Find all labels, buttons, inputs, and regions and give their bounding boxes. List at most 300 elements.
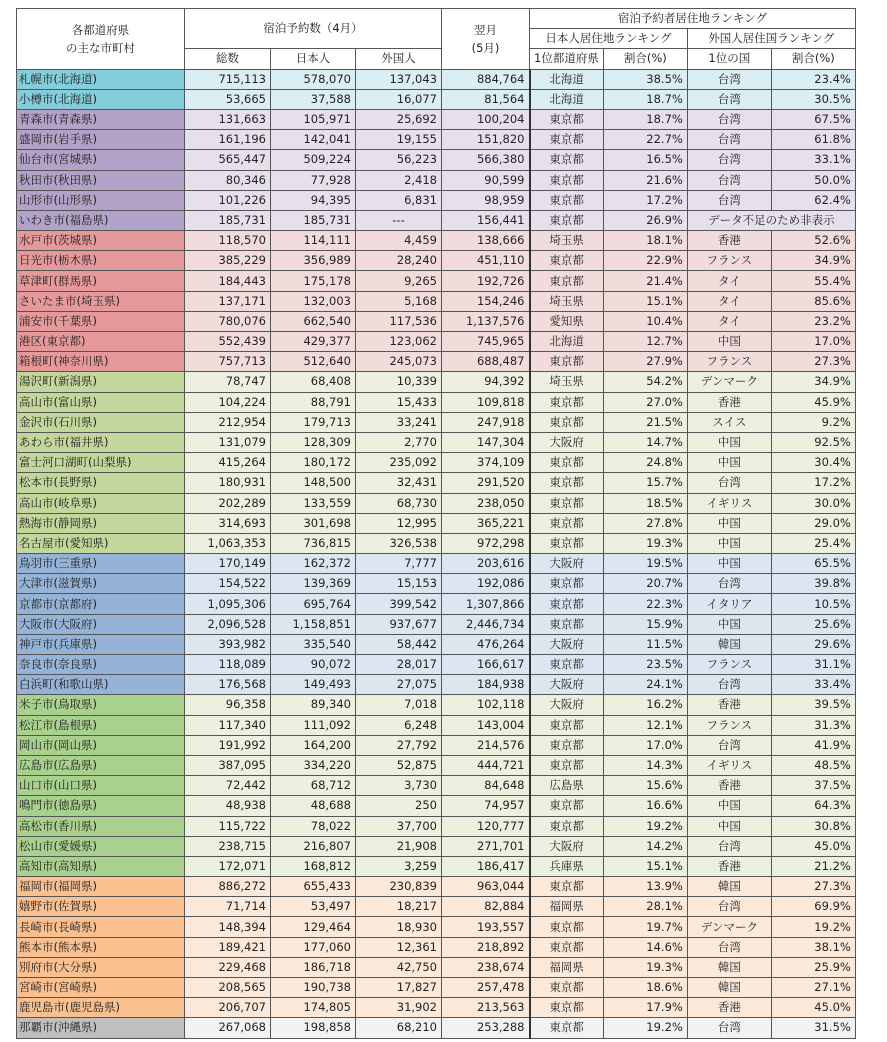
cell-country: イギリス (687, 493, 771, 513)
cell-fr-pct: 33.4% (771, 675, 855, 695)
cell-country: イタリア (687, 594, 771, 614)
cell-total: 886,272 (185, 877, 271, 897)
table-row (17, 533, 856, 553)
cell-city: 港区(東京都) (17, 332, 185, 352)
cell-jp: 142,041 (271, 130, 356, 150)
cell-next: 100,204 (442, 109, 530, 129)
cell-city: 京都市(京都府) (17, 594, 185, 614)
cell-next: 884,764 (442, 69, 530, 89)
cell-jp-pct: 18.5% (603, 493, 687, 513)
cell-fr-pct: 25.9% (771, 957, 855, 977)
cell-next: 186,417 (442, 856, 530, 876)
table-header (17, 9, 856, 70)
cell-jp-pct: 18.7% (603, 89, 687, 109)
cell-country: 中国 (687, 816, 771, 836)
cell-next: 94,392 (442, 372, 530, 392)
table-body (17, 69, 856, 1038)
header-japanese-ranking: 日本人居住地ランキング (530, 29, 688, 49)
cell-jp: 186,718 (271, 957, 356, 977)
header-foreign-ranking: 外国人居住国ランキング (687, 29, 855, 49)
cell-jp-pct: 38.5% (603, 69, 687, 89)
cell-jp-pct: 19.3% (603, 533, 687, 553)
table-row (17, 251, 856, 271)
cell-city: 仙台市(宮城県) (17, 150, 185, 170)
cell-city: 山形市(山形県) (17, 190, 185, 210)
cell-pref: 愛知県 (530, 311, 604, 331)
cell-city: いわき市(福島県) (17, 210, 185, 230)
cell-pref: 東京都 (530, 796, 604, 816)
cell-total: 180,931 (185, 473, 271, 493)
cell-country: フランス (687, 715, 771, 735)
cell-fr-pct: 69.9% (771, 897, 855, 917)
cell-total: 565,447 (185, 150, 271, 170)
table-row (17, 332, 856, 352)
cell-country: 中国 (687, 614, 771, 634)
table-row (17, 978, 856, 998)
cell-jp: 132,003 (271, 291, 356, 311)
cell-total: 189,421 (185, 937, 271, 957)
cell-fr: 68,730 (356, 493, 442, 513)
cell-fr-pct: 27.3% (771, 352, 855, 372)
cell-fr: 27,075 (356, 675, 442, 695)
cell-fr: 10,339 (356, 372, 442, 392)
cell-country: 台湾 (687, 473, 771, 493)
cell-fr-pct: 39.5% (771, 695, 855, 715)
cell-fr-pct: 25.4% (771, 533, 855, 553)
cell-total: 115,722 (185, 816, 271, 836)
cell-pref: 広島県 (530, 776, 604, 796)
cell-jp: 133,559 (271, 493, 356, 513)
cell-jp: 148,500 (271, 473, 356, 493)
table-row (17, 453, 856, 473)
table-row (17, 776, 856, 796)
cell-city: 長崎市(長崎県) (17, 917, 185, 937)
cell-pref: 東京都 (530, 109, 604, 129)
cell-jp: 174,805 (271, 998, 356, 1018)
table-row (17, 755, 856, 775)
cell-fr: 12,995 (356, 513, 442, 533)
cell-fr: 9,265 (356, 271, 442, 291)
cell-total: 96,358 (185, 695, 271, 715)
cell-city: 白浜町(和歌山県) (17, 675, 185, 695)
cell-total: 117,340 (185, 715, 271, 735)
cell-total: 118,570 (185, 231, 271, 251)
cell-fr-pct: 23.2% (771, 311, 855, 331)
cell-fr-pct: 30.0% (771, 493, 855, 513)
table-row (17, 836, 856, 856)
cell-pref: 北海道 (530, 69, 604, 89)
cell-fr-pct: 17.0% (771, 332, 855, 352)
cell-country: フランス (687, 251, 771, 271)
table-row (17, 957, 856, 977)
cell-country: 香港 (687, 998, 771, 1018)
cell-total: 229,468 (185, 957, 271, 977)
cell-jp-pct: 17.2% (603, 190, 687, 210)
cell-jp: 190,738 (271, 978, 356, 998)
table-row (17, 109, 856, 129)
cell-jp: 68,408 (271, 372, 356, 392)
cell-jp: 168,812 (271, 856, 356, 876)
cell-city: 米子市(鳥取県) (17, 695, 185, 715)
cell-next: 193,557 (442, 917, 530, 937)
cell-fr-pct: 45.0% (771, 998, 855, 1018)
cell-fr: 27,792 (356, 735, 442, 755)
cell-fr: 137,043 (356, 69, 442, 89)
table-row (17, 210, 856, 230)
cell-city: 松江市(島根県) (17, 715, 185, 735)
cell-fr-pct: 30.5% (771, 89, 855, 109)
cell-city: 高松市(香川県) (17, 816, 185, 836)
cell-country: 韓国 (687, 634, 771, 654)
cell-city: さいたま市(埼玉県) (17, 291, 185, 311)
cell-jp-pct: 10.4% (603, 311, 687, 331)
cell-fr-pct: 9.2% (771, 412, 855, 432)
cell-jp: 578,070 (271, 69, 356, 89)
cell-pref: 東京都 (530, 755, 604, 775)
table-row (17, 392, 856, 412)
cell-next: 1,137,576 (442, 311, 530, 331)
cell-fr: 19,155 (356, 130, 442, 150)
cell-fr: 15,153 (356, 574, 442, 594)
cell-pref: 東京都 (530, 917, 604, 937)
table-row (17, 594, 856, 614)
cell-fr: 18,217 (356, 897, 442, 917)
cell-jp: 94,395 (271, 190, 356, 210)
cell-city: 鳴門市(徳島県) (17, 796, 185, 816)
cell-country: 台湾 (687, 150, 771, 170)
cell-country: 台湾 (687, 735, 771, 755)
table-row (17, 291, 856, 311)
cell-jp-pct: 16.5% (603, 150, 687, 170)
cell-next: 84,648 (442, 776, 530, 796)
header-next-month: 翌月 (5月) (442, 9, 530, 70)
cell-fr: 2,418 (356, 170, 442, 190)
cell-total: 101,226 (185, 190, 271, 210)
table-row (17, 695, 856, 715)
cell-pref: 東京都 (530, 998, 604, 1018)
cell-next: 184,938 (442, 675, 530, 695)
cell-jp-pct: 15.7% (603, 473, 687, 493)
cell-city: 別府市(大分県) (17, 957, 185, 977)
cell-total: 137,171 (185, 291, 271, 311)
cell-jp: 48,688 (271, 796, 356, 816)
cell-jp-pct: 54.2% (603, 372, 687, 392)
cell-jp-pct: 19.2% (603, 816, 687, 836)
cell-city: 金沢市(石川県) (17, 412, 185, 432)
cell-fr-pct: 23.4% (771, 69, 855, 89)
table-row (17, 614, 856, 634)
cell-total: 118,089 (185, 655, 271, 675)
cell-pref: 埼玉県 (530, 372, 604, 392)
cell-jp: 78,022 (271, 816, 356, 836)
cell-pref: 東京都 (530, 170, 604, 190)
cell-city: 小樽市(北海道) (17, 89, 185, 109)
cell-jp-pct: 27.9% (603, 352, 687, 372)
cell-next: 238,674 (442, 957, 530, 977)
cell-pref: 大阪府 (530, 695, 604, 715)
header-city: 各都道府県 の主な市町村 (17, 9, 185, 70)
cell-fr: 4,459 (356, 231, 442, 251)
cell-jp: 149,493 (271, 675, 356, 695)
cell-total: 185,731 (185, 210, 271, 230)
cell-city: 岡山市(岡山県) (17, 735, 185, 755)
cell-fr-pct: 41.9% (771, 735, 855, 755)
cell-fr-pct: 67.5% (771, 109, 855, 129)
cell-city: 松本市(長野県) (17, 473, 185, 493)
table-row (17, 170, 856, 190)
cell-fr-pct: 30.4% (771, 453, 855, 473)
table-row (17, 311, 856, 331)
cell-fr: 937,677 (356, 614, 442, 634)
cell-fr-pct: 31.5% (771, 1018, 855, 1038)
cell-fr: 5,168 (356, 291, 442, 311)
cell-next: 1,307,866 (442, 594, 530, 614)
cell-total: 104,224 (185, 392, 271, 412)
cell-jp-pct: 19.5% (603, 554, 687, 574)
cell-jp: 695,764 (271, 594, 356, 614)
cell-jp: 175,178 (271, 271, 356, 291)
cell-jp-pct: 12.7% (603, 332, 687, 352)
cell-pref: 東京都 (530, 594, 604, 614)
cell-city: 松山市(愛媛県) (17, 836, 185, 856)
cell-city: 広島市(広島県) (17, 755, 185, 775)
cell-jp-pct: 15.6% (603, 776, 687, 796)
cell-city: 那覇市(沖縄県) (17, 1018, 185, 1038)
cell-pref: 大阪府 (530, 836, 604, 856)
cell-next: 972,298 (442, 533, 530, 553)
cell-fr-pct: 34.9% (771, 251, 855, 271)
cell-next: 444,721 (442, 755, 530, 775)
cell-total: 1,095,306 (185, 594, 271, 614)
cell-total: 170,149 (185, 554, 271, 574)
header-bookings-group: 宿泊予約数（4月） (185, 9, 442, 49)
cell-next: 291,520 (442, 473, 530, 493)
cell-city: 山口市(山口県) (17, 776, 185, 796)
cell-jp-pct: 14.7% (603, 432, 687, 452)
cell-next: 147,304 (442, 432, 530, 452)
cell-jp: 177,060 (271, 937, 356, 957)
cell-jp: 356,989 (271, 251, 356, 271)
cell-total: 387,095 (185, 755, 271, 775)
cell-fr: 123,062 (356, 332, 442, 352)
table-row (17, 513, 856, 533)
cell-city: 青森市(青森県) (17, 109, 185, 129)
cell-country: 香港 (687, 776, 771, 796)
cell-fr: 399,542 (356, 594, 442, 614)
table-row (17, 897, 856, 917)
cell-country: 台湾 (687, 170, 771, 190)
cell-pref: 東京都 (530, 493, 604, 513)
cell-city: 嬉野市(佐賀県) (17, 897, 185, 917)
cell-fr: 37,700 (356, 816, 442, 836)
cell-country: 韓国 (687, 957, 771, 977)
cell-total: 415,264 (185, 453, 271, 473)
cell-pref: 東京都 (530, 251, 604, 271)
cell-fr-pct: 65.5% (771, 554, 855, 574)
cell-fr-pct: 37.5% (771, 776, 855, 796)
cell-jp: 301,698 (271, 513, 356, 533)
cell-country: イギリス (687, 755, 771, 775)
header-japanese: 日本人 (271, 49, 356, 69)
cell-jp-pct: 16.6% (603, 796, 687, 816)
cell-jp: 185,731 (271, 210, 356, 230)
cell-country: データ不足のため非表示 (687, 210, 855, 230)
table-row (17, 432, 856, 452)
cell-next: 218,892 (442, 937, 530, 957)
cell-pref: 福岡県 (530, 957, 604, 977)
cell-city: 大津市(滋賀県) (17, 574, 185, 594)
cell-country: フランス (687, 655, 771, 675)
cell-fr: 21,908 (356, 836, 442, 856)
cell-next: 365,221 (442, 513, 530, 533)
cell-total: 757,713 (185, 352, 271, 372)
cell-pref: 東京都 (530, 877, 604, 897)
cell-jp-pct: 21.6% (603, 170, 687, 190)
cell-pref: 東京都 (530, 574, 604, 594)
cell-total: 206,707 (185, 998, 271, 1018)
cell-fr-pct: 10.5% (771, 594, 855, 614)
cell-fr-pct: 55.4% (771, 271, 855, 291)
cell-next: 271,701 (442, 836, 530, 856)
cell-jp: 105,971 (271, 109, 356, 129)
cell-total: 2,096,528 (185, 614, 271, 634)
cell-country: 台湾 (687, 89, 771, 109)
cell-fr: 42,750 (356, 957, 442, 977)
cell-fr-pct: 27.1% (771, 978, 855, 998)
cell-fr-pct: 19.2% (771, 917, 855, 937)
cell-pref: 東京都 (530, 190, 604, 210)
cell-jp-pct: 26.9% (603, 210, 687, 230)
cell-jp-pct: 13.9% (603, 877, 687, 897)
cell-jp: 139,369 (271, 574, 356, 594)
cell-city: 水戸市(茨城県) (17, 231, 185, 251)
cell-pref: 東京都 (530, 271, 604, 291)
cell-fr-pct: 21.2% (771, 856, 855, 876)
cell-next: 102,118 (442, 695, 530, 715)
cell-total: 715,113 (185, 69, 271, 89)
cell-country: 台湾 (687, 897, 771, 917)
cell-fr-pct: 61.8% (771, 130, 855, 150)
cell-next: 203,616 (442, 554, 530, 574)
cell-jp: 114,111 (271, 231, 356, 251)
cell-jp: 429,377 (271, 332, 356, 352)
cell-country: 台湾 (687, 937, 771, 957)
header-residence-ranking: 宿泊予約者居住地ランキング (530, 9, 856, 29)
cell-total: 208,565 (185, 978, 271, 998)
cell-jp-pct: 24.8% (603, 453, 687, 473)
cell-jp: 655,433 (271, 877, 356, 897)
cell-next: 90,599 (442, 170, 530, 190)
cell-fr: 3,730 (356, 776, 442, 796)
header-jp-share: 割合(%) (603, 49, 687, 69)
cell-total: 78,747 (185, 372, 271, 392)
cell-next: 253,288 (442, 1018, 530, 1038)
cell-pref: 東京都 (530, 352, 604, 372)
table-row (17, 917, 856, 937)
cell-next: 566,380 (442, 150, 530, 170)
table-row (17, 796, 856, 816)
cell-fr: 3,259 (356, 856, 442, 876)
cell-fr: 28,017 (356, 655, 442, 675)
cell-jp: 736,815 (271, 533, 356, 553)
header-top-pref: 1位都道府県 (530, 49, 604, 69)
cell-fr-pct: 30.8% (771, 816, 855, 836)
cell-fr: 31,902 (356, 998, 442, 1018)
cell-next: 81,564 (442, 89, 530, 109)
cell-city: 箱根町(神奈川県) (17, 352, 185, 372)
cell-pref: 埼玉県 (530, 291, 604, 311)
cell-city: 宮崎市(宮崎県) (17, 978, 185, 998)
cell-fr: 15,433 (356, 392, 442, 412)
cell-jp-pct: 18.7% (603, 109, 687, 129)
cell-pref: 埼玉県 (530, 231, 604, 251)
cell-fr: 68,210 (356, 1018, 442, 1038)
table-row (17, 190, 856, 210)
cell-country: 中国 (687, 533, 771, 553)
cell-jp: 216,807 (271, 836, 356, 856)
cell-country: フランス (687, 352, 771, 372)
cell-country: 台湾 (687, 1018, 771, 1038)
cell-fr: 18,930 (356, 917, 442, 937)
cell-total: 72,442 (185, 776, 271, 796)
cell-fr-pct: 64.3% (771, 796, 855, 816)
cell-fr: 33,241 (356, 412, 442, 432)
cell-jp: 162,372 (271, 554, 356, 574)
cell-country: 中国 (687, 332, 771, 352)
cell-next: 109,818 (442, 392, 530, 412)
table-row (17, 655, 856, 675)
cell-pref: 東京都 (530, 937, 604, 957)
cell-jp-pct: 28.1% (603, 897, 687, 917)
cell-jp: 164,200 (271, 735, 356, 755)
cell-jp-pct: 15.9% (603, 614, 687, 634)
cell-city: 熊本市(熊本県) (17, 937, 185, 957)
cell-country: 香港 (687, 856, 771, 876)
table-row (17, 998, 856, 1018)
cell-jp: 334,220 (271, 755, 356, 775)
cell-country: 中国 (687, 453, 771, 473)
cell-fr: 326,538 (356, 533, 442, 553)
table-row (17, 937, 856, 957)
cell-fr-pct: 33.1% (771, 150, 855, 170)
cell-fr: 230,839 (356, 877, 442, 897)
cell-jp-pct: 23.5% (603, 655, 687, 675)
cell-country: 中国 (687, 796, 771, 816)
cell-city: 熱海市(静岡県) (17, 513, 185, 533)
cell-jp-pct: 14.3% (603, 755, 687, 775)
cell-country: 台湾 (687, 190, 771, 210)
cell-total: 1,063,353 (185, 533, 271, 553)
table-row (17, 574, 856, 594)
cell-next: 963,044 (442, 877, 530, 897)
cell-total: 53,665 (185, 89, 271, 109)
cell-jp-pct: 18.1% (603, 231, 687, 251)
cell-city: 奈良市(奈良県) (17, 655, 185, 675)
cell-city: 草津町(群馬県) (17, 271, 185, 291)
cell-country: スイス (687, 412, 771, 432)
cell-next: 82,884 (442, 897, 530, 917)
cell-jp: 509,224 (271, 150, 356, 170)
cell-fr: 58,442 (356, 634, 442, 654)
cell-total: 172,071 (185, 856, 271, 876)
table-row (17, 877, 856, 897)
cell-country: デンマーク (687, 372, 771, 392)
cell-fr: 235,092 (356, 453, 442, 473)
cell-next: 745,965 (442, 332, 530, 352)
cell-next: 451,110 (442, 251, 530, 271)
cell-fr-pct: 39.8% (771, 574, 855, 594)
cell-jp: 1,158,851 (271, 614, 356, 634)
